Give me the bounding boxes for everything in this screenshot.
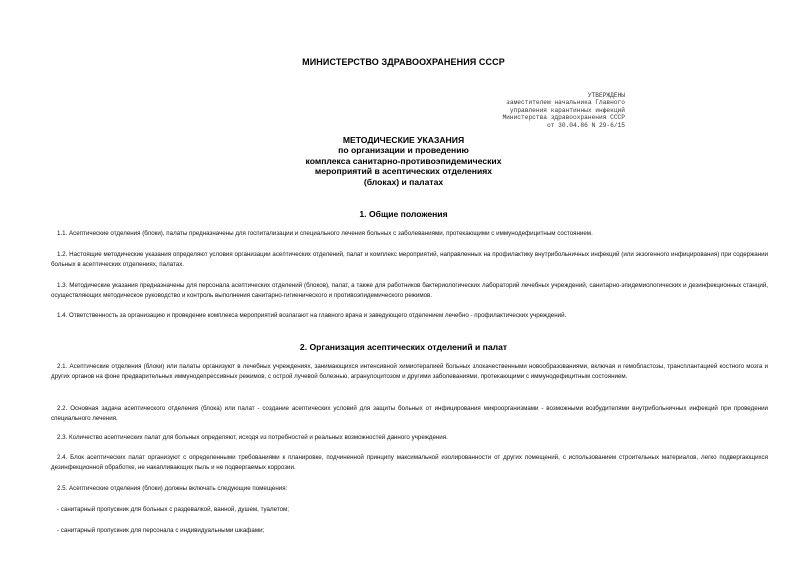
title-line: (блоках) и палатах <box>363 176 444 187</box>
ministry-header: МИНИСТЕРСТВО ЗДРАВООХРАНЕНИЯ СССР <box>302 57 505 67</box>
paragraph: 1.1. Асептические отделения (блоки), палаты предназначены для госпитализации и специального лечения больных с заболеваниями, протекающими с иммунодефицитным состоянием. <box>57 230 593 237</box>
title-line: комплекса санитарно-противоэпидемических <box>305 155 502 166</box>
document-title <box>0 135 807 187</box>
paragraph: 2.2. Основная задача асептического отделения (блока) или палат - создание асептических условий для защиты больных от инфицирования микроорганизмами - возможными возбудителями внутрибольничных инфекций при проведении специального лечения. <box>51 405 768 422</box>
paragraph: 1.2. Настоящие методические указания определяют условия организации асептических отделений, палат и комплекс мероприятий, направленных на профилактику внутрибольничных инфекций (или экзогенного инфицирования) при содержании больных в асептических отделениях, палатах. <box>51 251 768 268</box>
approval-line: УТВЕРЖДЕНЫ <box>587 92 625 99</box>
title-line: мероприятий в асептических отделениях <box>314 166 493 177</box>
approval-line: управления карантинных инфекций <box>509 106 625 114</box>
list-item: - санитарный пропускник для персонала с индивидуальными шкафами; <box>57 527 265 534</box>
list-item: - санитарный пропускник для больных с раздевалкой, ванной, душем, туалетом; <box>57 506 290 513</box>
paragraph: 2.1. Асептические отделения (блоки) или палаты организуют в лечебных учреждениях, занимающихся интенсивной химиотерапией больных злокачественными новообразованиями, включая и гемобластозы, трансплантацией костного мозга и других органов на фоне предварительных иммунодепрессивных режимов, с острой лучевой болезнью, агранулоцитозом и другими заболеваниями, протекающими с иммунодефицитным состоянием. <box>51 363 768 380</box>
paragraph: 2.5. Асептические отделения (блоки) должны включать следующие помещения: <box>57 485 288 492</box>
title-line: МЕТОДИЧЕСКИЕ УКАЗАНИЯ <box>342 135 465 145</box>
paragraph: 2.4. Блок асептических палат организуют с определенными требованиями к планировке, подчиненной принципу максимальной изолированности от других помещений, с использованием строительных материалов, легко подвергающихся дезинфекционной обработке, не накапливающих пыль и не подвергаемых коррозии. <box>51 454 768 471</box>
approval-line: от 30.04.86 N 29-6/15 <box>547 121 625 129</box>
approval-stamp <box>465 92 625 129</box>
paragraph: 1.3. Методические указания предназначены для персонала асептических отделений (блоков), палат, а также для работников бактериологических лабораторий лечебных учреждений, санитарно-эпидемиологических и дезинфекционных станций, осуществляющих методическое руководство и контроль выполнения санитарно-гигиенического и противоэпидемического режимов. <box>51 282 768 299</box>
approval-line: Министерства здравоохранения СССР <box>502 114 625 122</box>
paragraph: 1.4. Ответственность за организацию и проведение комплекса мероприятий возлагают на главного врача и заведующего отделением лечебно - профилактических учреждений. <box>57 312 567 319</box>
section-heading: 1. Общие положения <box>359 209 448 219</box>
paragraph: 2.3. Количество асептических палат для больных определяют, исходя из потребностей и реальных возможностей данного учреждения. <box>57 434 448 441</box>
title-line: по организации и проведению <box>338 145 469 156</box>
section-heading: 2. Организация асептических отделений и палат <box>299 342 508 352</box>
approval-line: заместителем начальника Главного <box>506 99 625 107</box>
